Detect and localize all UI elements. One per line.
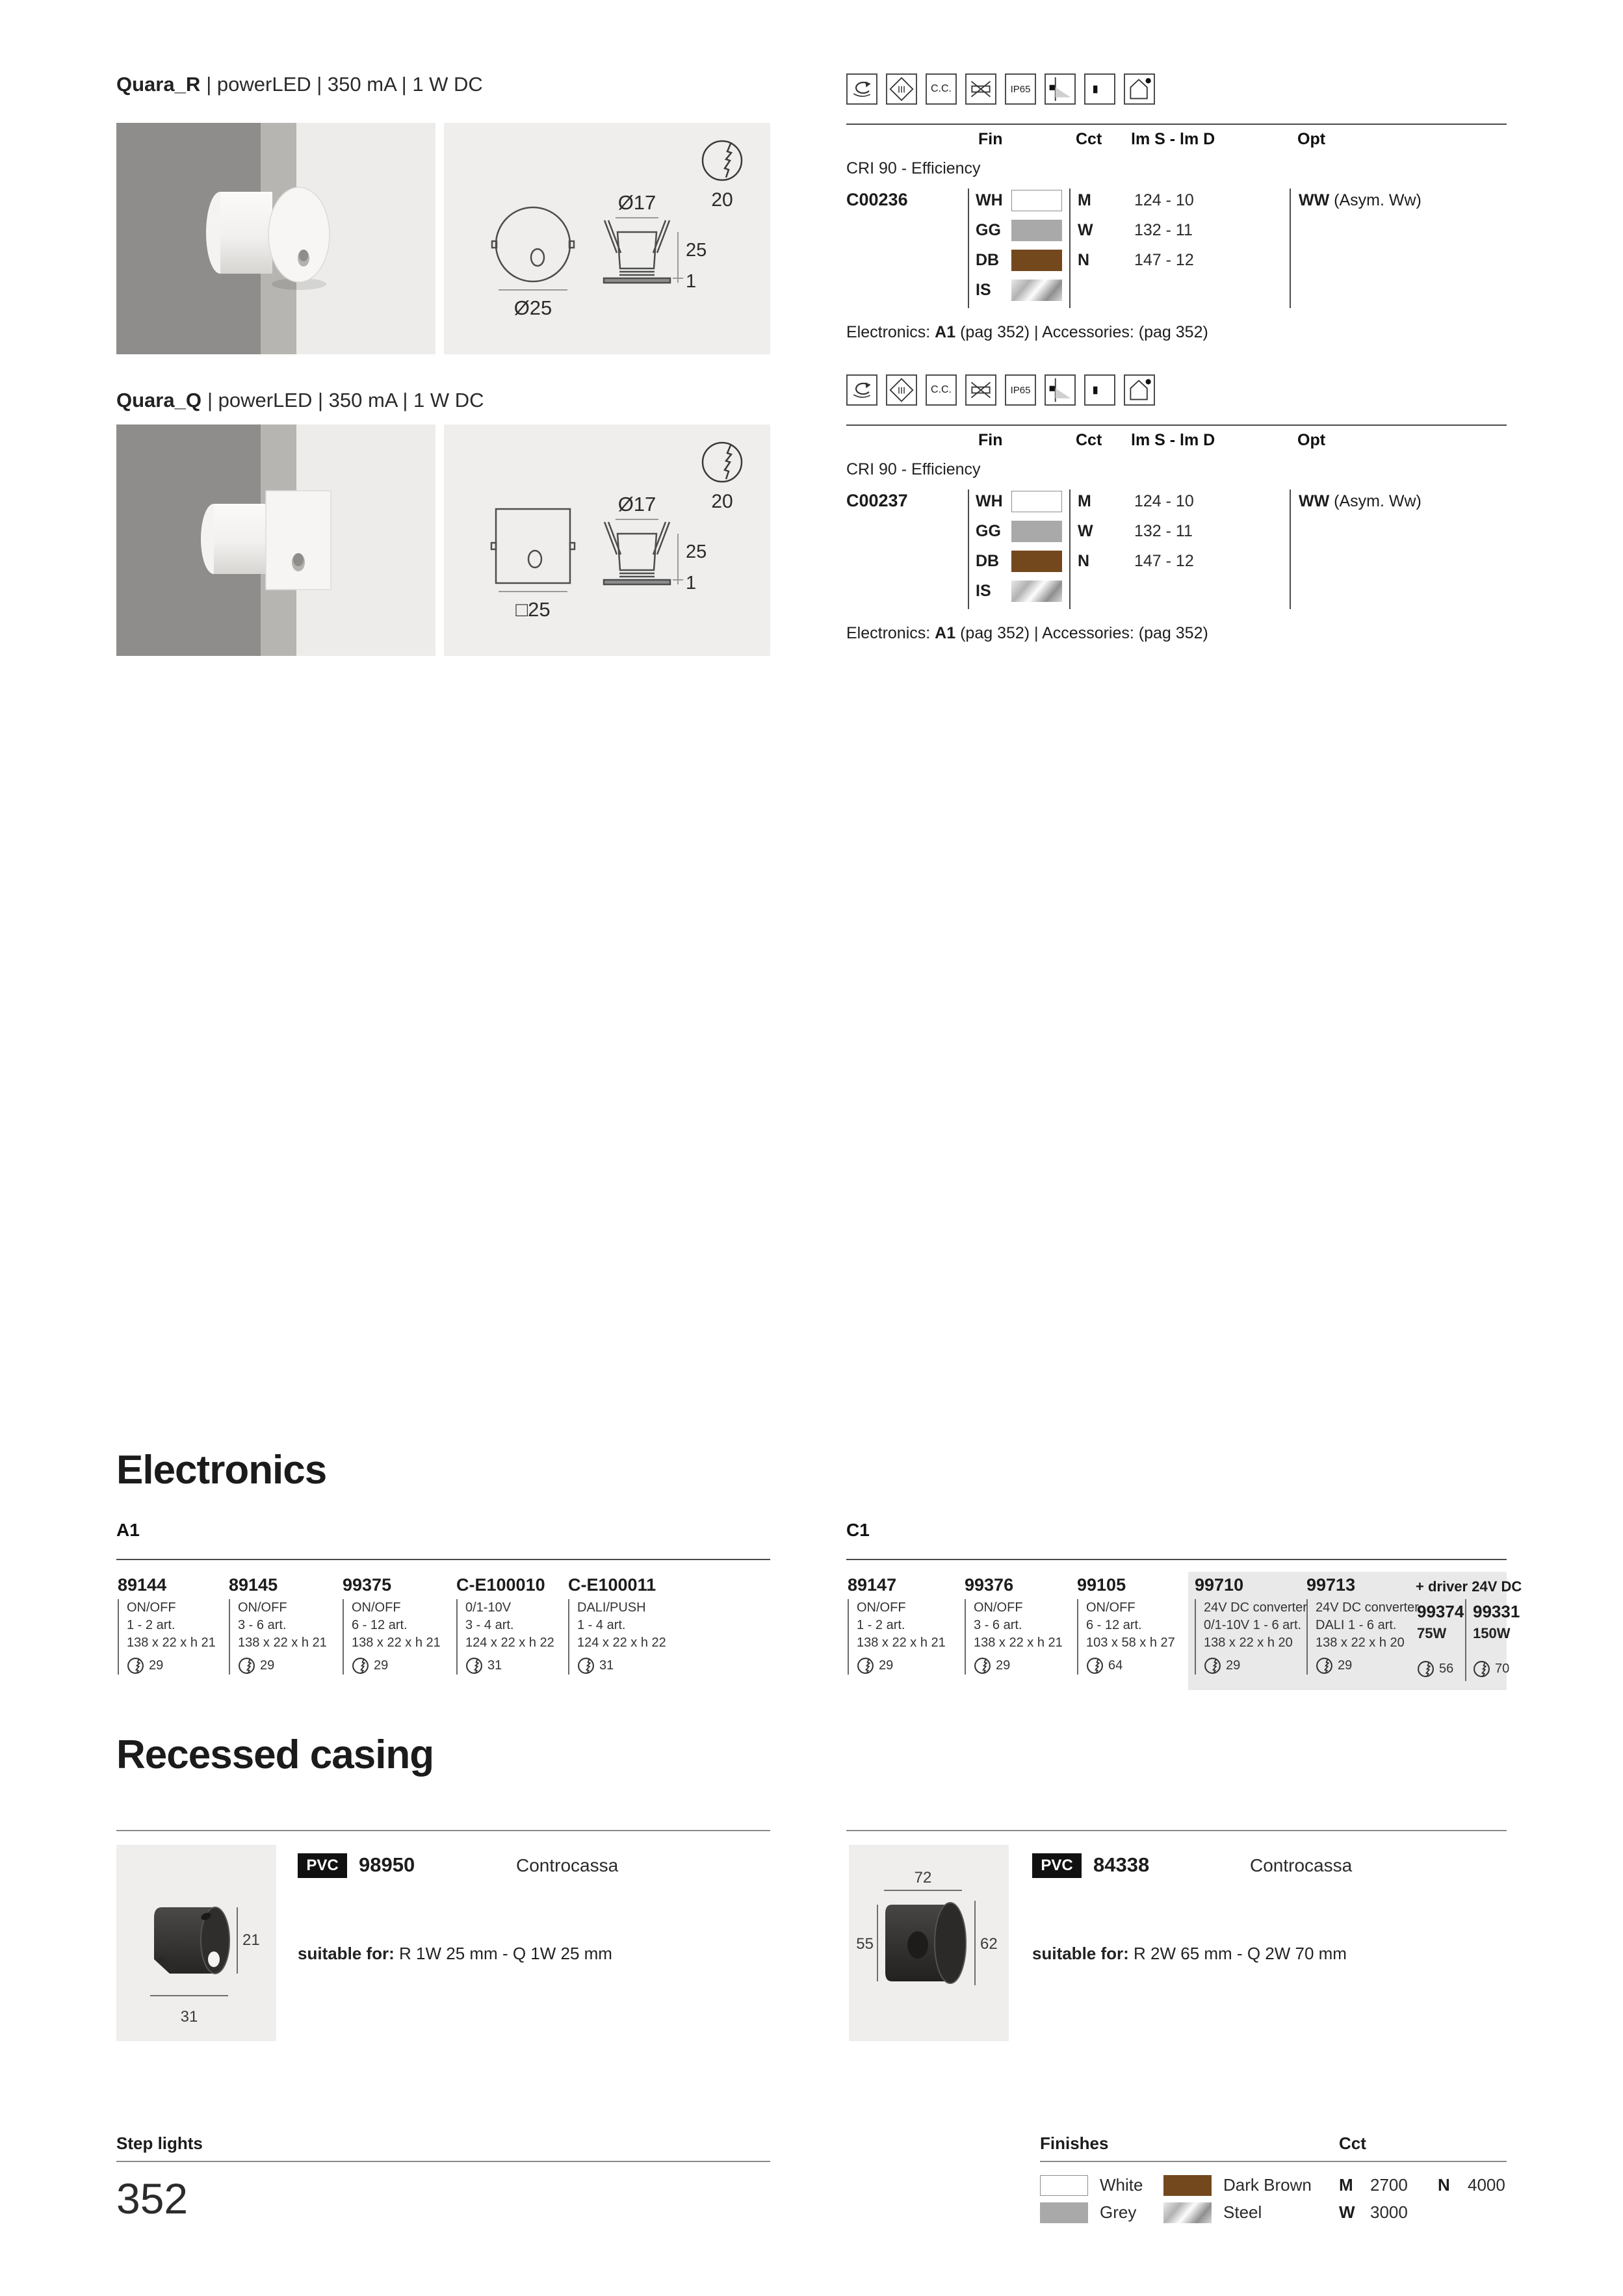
electronics-accessories-note: Electronics: A1 (pag 352) | Accessories: (pag 352) — [846, 624, 1208, 642]
constant-current-icon: C.C. — [926, 73, 957, 105]
height-label: 25 — [686, 240, 707, 261]
drill-hole-icon — [1086, 1657, 1104, 1675]
finish-swatch-steel — [1011, 581, 1062, 602]
product-subtitle: | powerLED | 350 mA | 1 W DC — [207, 389, 484, 411]
drill-spec: 31 — [465, 1657, 565, 1675]
drill-hole-icon — [238, 1657, 255, 1675]
casing-name: Controcassa — [1250, 1855, 1353, 1875]
drill-hole-icon — [857, 1657, 874, 1675]
house-icon — [1124, 73, 1155, 105]
driver-code: 99374 — [1417, 1602, 1464, 1621]
wall-marker-icon — [1084, 374, 1115, 406]
class-iii-icon — [886, 374, 917, 406]
cri-efficiency-label: CRI 90 - Efficiency — [846, 159, 981, 177]
lumen-value: 124 - 10 — [1134, 191, 1194, 209]
cct-code: M — [1339, 2175, 1353, 2195]
finish-code: IS — [976, 582, 991, 600]
article-code: C00237 — [846, 491, 908, 510]
footer-rule-left — [116, 2161, 770, 2162]
casing-code: 84338 — [1093, 1853, 1150, 1876]
drill-hole-icon — [974, 1657, 991, 1675]
suitable-for-note: suitable for: R 1W 25 mm - Q 1W 25 mm — [298, 1944, 612, 1963]
no-walkover-icon — [965, 374, 996, 406]
finish-code: DB — [976, 552, 1000, 570]
driver-group-title: + driver 24V DC — [1416, 1578, 1522, 1595]
wall-beam-icon — [1045, 374, 1076, 406]
finish-name: Steel — [1223, 2202, 1262, 2222]
electronics-rule-a1 — [116, 1559, 770, 1560]
cct-code: N — [1078, 552, 1090, 570]
electronics-item-24vdc: 99713 24V DC converter DALI 1 - 6 art. 138 x 22 x h 20 29 — [1306, 1574, 1410, 1675]
cert-icon-row-1 — [846, 73, 1155, 105]
drill-hole-icon — [703, 141, 742, 180]
top-diameter-label: Ø17 — [617, 493, 656, 515]
casing-name: Controcassa — [516, 1855, 619, 1875]
electronics-item: 99376 ON/OFF 3 - 6 art. 138 x 22 x h 21 29 — [965, 1574, 1074, 1675]
table-rule-2 — [846, 424, 1507, 426]
cert-icon-row-2 — [846, 374, 1155, 406]
finish-swatch-steel — [1163, 2202, 1212, 2223]
finish-swatch-grey — [1011, 220, 1062, 241]
drill-hole-icon — [352, 1657, 369, 1675]
drill-spec: 29 — [1316, 1657, 1410, 1675]
finish-code: GG — [976, 221, 1001, 239]
casing-dim-height: 21 — [242, 1931, 260, 1949]
drill-spec: 29 — [238, 1657, 338, 1675]
finish-swatch-dark-brown — [1011, 551, 1062, 572]
footer-section-label: Step lights — [116, 2133, 203, 2153]
electronics-item: C-E100010 0/1-10V 3 - 4 art. 124 x 22 x h 22 31 — [456, 1574, 565, 1675]
group-label-c1: C1 — [846, 1520, 870, 1540]
table-divider — [968, 489, 969, 609]
lumen-value: 132 - 11 — [1134, 522, 1193, 540]
footer-rule-right — [1040, 2161, 1507, 2162]
cri-efficiency-label: CRI 90 - Efficiency — [846, 460, 981, 478]
table-divider — [968, 189, 969, 308]
col-header-cct: Cct — [1076, 431, 1102, 449]
rotation-icon — [846, 374, 877, 406]
finishes-title: Finishes — [1040, 2133, 1109, 2153]
constant-current-icon: C.C. — [926, 374, 957, 406]
col-header-lm: lm S - lm D — [1131, 130, 1215, 148]
finish-code: WH — [976, 191, 1003, 209]
wall-beam-icon — [1045, 73, 1076, 105]
front-diameter-label: Ø25 — [513, 296, 552, 319]
finish-swatch-dark-brown — [1011, 250, 1062, 271]
finish-code: IS — [976, 281, 991, 299]
table-divider — [1069, 189, 1071, 308]
electronics-item: 99105 ON/OFF 6 - 12 art. 103 x 58 x h 27 64 — [1077, 1574, 1186, 1675]
drill-spec: 29 — [857, 1657, 957, 1675]
electronics-heading: Electronics — [116, 1448, 327, 1493]
drill-spec: 29 — [127, 1657, 227, 1675]
finish-name: Dark Brown — [1223, 2175, 1312, 2195]
optics-cell: WW (Asym. Ww) — [1299, 492, 1422, 510]
casing-dim-right: 62 — [980, 1935, 998, 1953]
col-header-fin: Fin — [978, 130, 1003, 148]
svg-text:III: III — [897, 385, 906, 397]
wall-mounted-square-steplight-render — [116, 424, 435, 656]
plate-label: 1 — [686, 573, 697, 594]
finish-code: DB — [976, 251, 1000, 269]
product-photo-quara-q — [116, 424, 435, 656]
electronics-accessories-note: Electronics: A1 (pag 352) | Accessories: (pag 352) — [846, 323, 1208, 341]
product-name: Quara_Q — [116, 389, 201, 411]
suitable-for-note: suitable for: R 2W 65 mm - Q 2W 70 mm — [1032, 1944, 1347, 1963]
no-walkover-icon — [965, 73, 996, 105]
lumen-value: 124 - 10 — [1134, 492, 1194, 510]
cct-code: W — [1339, 2202, 1355, 2222]
drill-spec: 56 — [1417, 1660, 1453, 1678]
finish-swatch-steel — [1011, 280, 1062, 301]
finish-code: GG — [976, 522, 1001, 540]
finish-name: White — [1100, 2175, 1143, 2195]
drill-spec: 29 — [352, 1657, 452, 1675]
drill-spec: 31 — [577, 1657, 677, 1675]
height-label: 25 — [686, 541, 707, 562]
dimension-drawing-quara-r — [444, 123, 770, 354]
col-header-opt: Opt — [1297, 431, 1326, 449]
finish-name: Grey — [1100, 2202, 1137, 2222]
drill-hole-icon — [577, 1657, 595, 1675]
article-code: C00236 — [846, 190, 908, 209]
col-header-lm: lm S - lm D — [1131, 431, 1215, 449]
table-rule-1 — [846, 124, 1507, 125]
finish-swatch-grey — [1011, 521, 1062, 542]
page-number: 352 — [116, 2174, 188, 2223]
top-diameter-label: Ø17 — [617, 191, 656, 214]
svg-text:III: III — [897, 85, 906, 96]
col-header-opt: Opt — [1297, 130, 1326, 148]
ip65-icon: IP65 — [1005, 73, 1036, 105]
lumen-value: 132 - 11 — [1134, 221, 1193, 239]
driver-wattage: 75W — [1417, 1625, 1447, 1641]
product-name: Quara_R — [116, 73, 201, 96]
casing-photo-84338 — [849, 1845, 1009, 2041]
product-subtitle: | powerLED | 350 mA | 1 W DC — [206, 73, 483, 96]
drill-scale-label: 20 — [711, 491, 733, 512]
driver-wattage: 150W — [1473, 1625, 1511, 1641]
cct-title: Cct — [1339, 2133, 1366, 2153]
pvc-badge: PVC — [298, 1853, 347, 1878]
drill-hole-icon — [1473, 1660, 1490, 1678]
plate-label: 1 — [686, 271, 697, 292]
pvc-badge: PVC — [1032, 1853, 1082, 1878]
finish-code: WH — [976, 492, 1003, 510]
electronics-item: 99375 ON/OFF 6 - 12 art. 138 x 22 x h 21 29 — [343, 1574, 452, 1675]
cct-kelvin: 4000 — [1468, 2175, 1505, 2195]
electronics-item: C-E100011 DALI/PUSH 1 - 4 art. 124 x 22 x h 22 31 — [568, 1574, 677, 1675]
product-photo-quara-r — [116, 123, 435, 354]
drill-spec: 29 — [1204, 1657, 1306, 1675]
house-icon — [1124, 374, 1155, 406]
col-header-fin: Fin — [978, 431, 1003, 449]
finish-swatch-white — [1011, 190, 1062, 211]
cct-code: W — [1078, 522, 1093, 540]
drill-hole-icon — [127, 1657, 144, 1675]
rotation-icon — [846, 73, 877, 105]
table-divider — [1290, 189, 1291, 308]
recessed-casing-heading: Recessed casing — [116, 1732, 434, 1777]
cct-code: M — [1078, 191, 1091, 209]
optics-cell: WW (Asym. Ww) — [1299, 191, 1422, 209]
drill-spec: 70 — [1473, 1660, 1509, 1678]
cct-kelvin: 3000 — [1370, 2202, 1408, 2222]
drill-hole-icon — [703, 443, 742, 482]
electronics-item: 89145 ON/OFF 3 - 6 art. 138 x 22 x h 21 29 — [229, 1574, 338, 1675]
lumen-value: 147 - 12 — [1134, 251, 1194, 269]
electronics-item-24vdc: 99710 24V DC converter 0/1-10V 1 - 6 art. 138 x 22 x h 20 29 — [1195, 1574, 1306, 1675]
drill-hole-icon — [1417, 1660, 1435, 1678]
drill-hole-icon — [1316, 1657, 1333, 1675]
electronics-item: 89144 ON/OFF 1 - 2 art. 138 x 22 x h 21 29 — [118, 1574, 227, 1675]
drill-spec: 29 — [974, 1657, 1074, 1675]
finish-swatch-dark-brown — [1163, 2175, 1212, 2196]
electronics-item: 89147 ON/OFF 1 - 2 art. 138 x 22 x h 21 29 — [848, 1574, 957, 1675]
spec-rows-quara-q — [846, 489, 1507, 609]
wall-mounted-round-steplight-render — [116, 123, 435, 354]
table-divider — [1069, 489, 1071, 609]
driver-divider — [1465, 1599, 1466, 1681]
product-title-quara-r — [116, 73, 483, 96]
class-iii-icon — [886, 73, 917, 105]
casing-dim-left: 55 — [856, 1935, 874, 1953]
spec-rows-quara-r — [846, 189, 1507, 308]
drill-hole-icon — [465, 1657, 483, 1675]
finish-swatch-grey — [1040, 2202, 1088, 2223]
driver-code: 99331 — [1473, 1602, 1520, 1621]
ip65-icon: IP65 — [1005, 374, 1036, 406]
finish-swatch-white — [1011, 491, 1062, 512]
casing-rule-left — [116, 1830, 770, 1831]
finish-swatch-white — [1040, 2175, 1088, 2196]
electronics-rule-c1 — [846, 1559, 1507, 1560]
drill-spec: 64 — [1086, 1657, 1186, 1675]
group-label-a1: A1 — [116, 1520, 140, 1540]
cct-code: M — [1078, 492, 1091, 510]
drill-hole-icon — [1204, 1657, 1221, 1675]
casing-rule-right — [846, 1830, 1507, 1831]
product-title-quara-q — [116, 389, 484, 412]
casing-dim-width: 31 — [180, 2008, 198, 2026]
cct-code: N — [1078, 251, 1090, 269]
casing-code: 98950 — [359, 1853, 415, 1876]
table-divider — [1290, 489, 1291, 609]
lumen-value: 147 - 12 — [1134, 552, 1194, 570]
front-size-label: □25 — [515, 598, 551, 621]
col-header-cct: Cct — [1076, 130, 1102, 148]
cct-kelvin: 2700 — [1370, 2175, 1408, 2195]
casing-photo-98950 — [116, 1845, 276, 2041]
wall-marker-icon — [1084, 73, 1115, 105]
cct-code: N — [1438, 2175, 1450, 2195]
drill-scale-label: 20 — [711, 189, 733, 211]
casing-dim-top: 72 — [914, 1869, 932, 1886]
cct-code: W — [1078, 221, 1093, 239]
dimension-drawing-quara-q — [444, 424, 770, 656]
